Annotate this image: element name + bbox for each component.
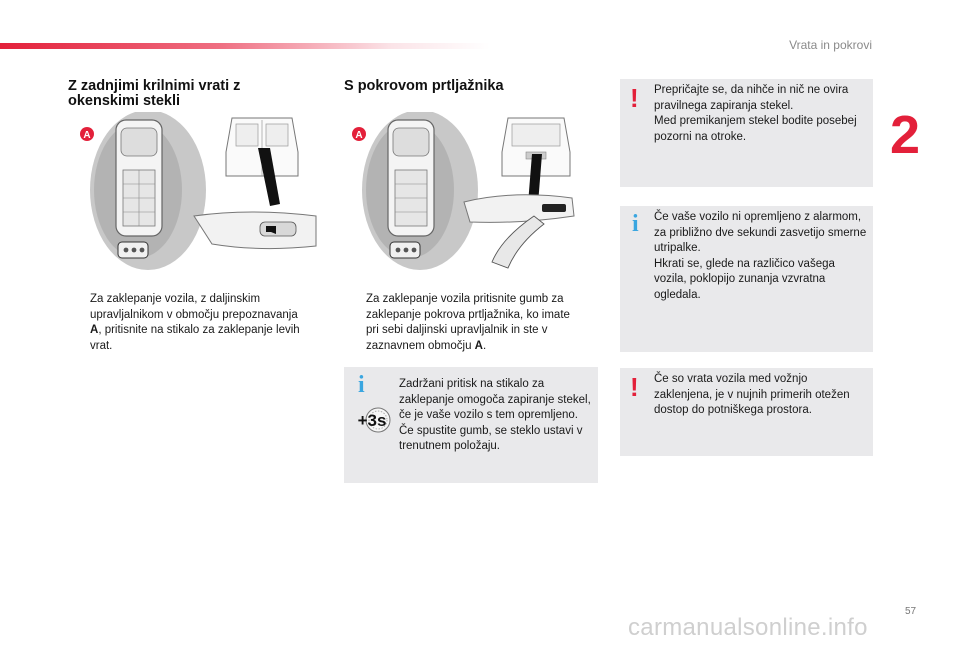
- warning-box-windows: [620, 79, 873, 187]
- header-accent-bar: [0, 43, 490, 49]
- zone-a-label: A: [355, 130, 363, 141]
- zone-a-label: A: [83, 130, 91, 141]
- tailgate-illustration: [352, 112, 600, 272]
- section-header: Vrata in pokrovi: [789, 38, 872, 52]
- tip-text: Zadržani pritisk na stikalo za zaklepanje omogoča zapiranje stekel, če je vaše vozilo s tem opremljeno. Če spustite gumb, se steklo ustavi v trenutnem položaju.: [399, 378, 591, 452]
- info-text-alarm: Če vaše vozilo ni opremljeno z alarmom, za približno dve sekundi zasvetijo smerne utripalke. Hkrati se, glede na različico vašega vozila, poklopijo zunanja vzvratna ogledala.: [654, 211, 867, 301]
- info-icon: i: [632, 211, 639, 237]
- warning-text-windows: Prepričajte se, da nihče in nič ne ovira pravilnega zapiranja stekel. Med premikanjem stekel bodite posebej pozorni na otroke.: [654, 84, 857, 143]
- warning-icon: !: [630, 372, 639, 402]
- left-section-title: Z zadnjimi krilnimi vrati z okenskimi stekli: [68, 78, 241, 109]
- remote-key-icon: [390, 242, 420, 258]
- warning-box-driving: [620, 368, 873, 456]
- van-topview: [388, 120, 434, 236]
- hand-on-tailgate-button: [464, 195, 574, 268]
- info-icon: i: [358, 372, 365, 398]
- page-number: 57: [905, 606, 917, 617]
- hand-on-handle: [194, 212, 316, 249]
- left-instruction: Za zaklepanje vozila, z daljinskim upravljalnikom v območju prepoznavanja A, pritisnite na stikalo za zaklepanje levih vrat.: [90, 293, 300, 352]
- middle-instruction: Za zaklepanje vozila pritisnite gumb za zaklepanje pokrova prtljažnika, ko imate pri sebi daljinski upravljalnik in ste v zaznavnem območju A.: [366, 293, 570, 352]
- middle-section-title: S pokrovom prtljažnika: [344, 78, 504, 94]
- remote-key-icon: [118, 242, 148, 258]
- rear-doors-illustration: [80, 112, 328, 272]
- warning-text-driving: Če so vrata vozila med vožnjo zaklenjena, je v nujnih primerih otežen dostop do potniškega prostora.: [654, 373, 850, 416]
- timer-icon: [350, 407, 396, 433]
- svg-text:+3s: +3s: [357, 411, 387, 430]
- chapter-number: 2: [890, 105, 921, 165]
- tip-box: [344, 367, 598, 483]
- warning-icon: !: [630, 83, 639, 113]
- watermark: carmanualsonline.info: [628, 614, 868, 641]
- van-topview: [116, 120, 162, 236]
- info-box-alarm: [620, 206, 873, 352]
